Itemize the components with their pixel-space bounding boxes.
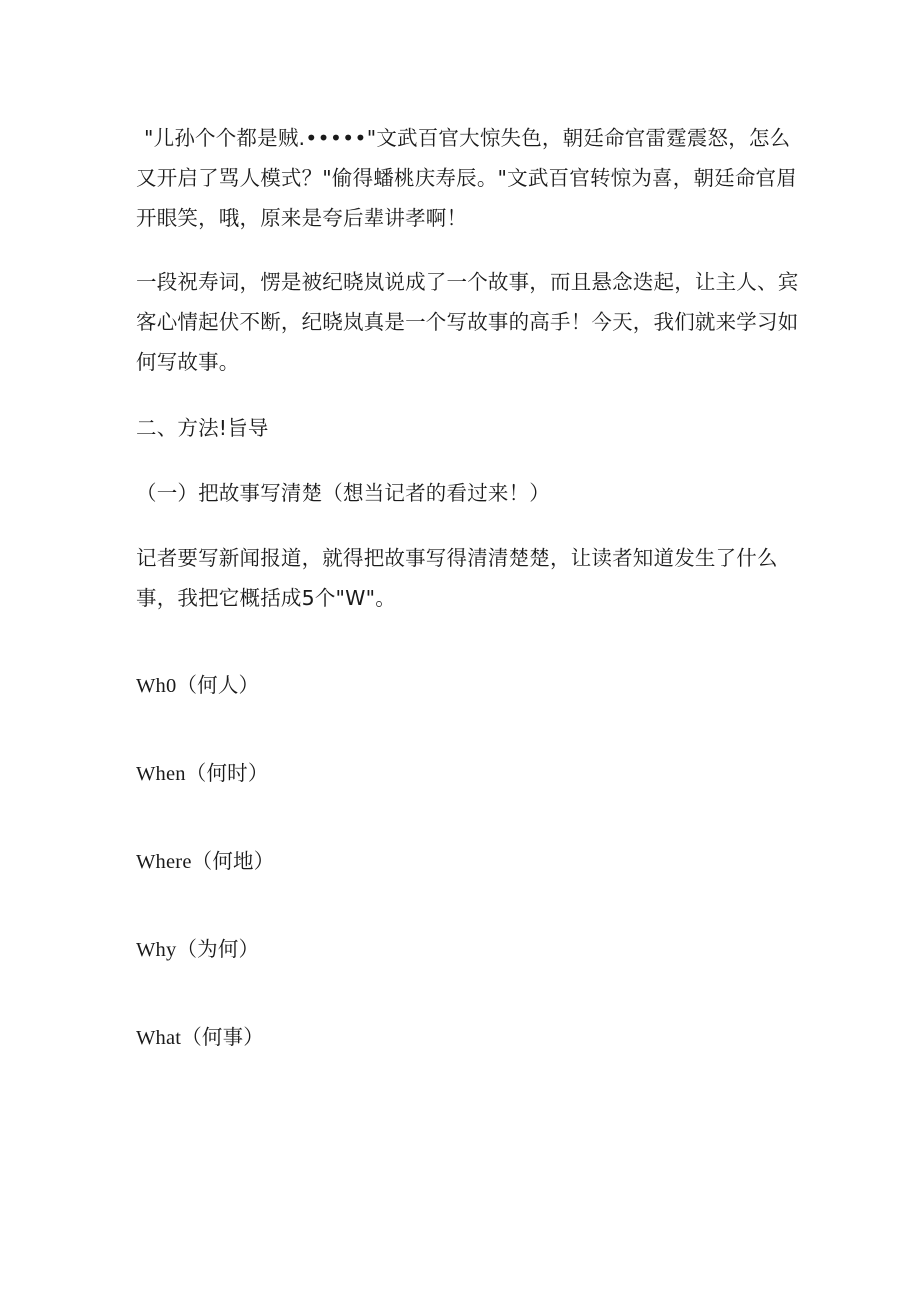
list-item-why: Why（为何） (136, 939, 260, 961)
list-item-what: What（何事） (136, 1027, 264, 1049)
paragraph-reporter-5w: 记者要写新闻报道，就得把故事写得清清楚楚，让读者知道发生了什么事，我把它概括成5个"W"。 (136, 546, 778, 610)
list-item-where: Where（何地） (136, 851, 275, 873)
document-page (136, 118, 804, 1058)
list-item-when: When（何时） (136, 763, 269, 785)
five-w-list (136, 666, 804, 1058)
paragraph-story-intro: "儿孙个个都是贼.•••••"文武百官大惊失色，朝廷命官雷霆震怒，怎么又开启了骂人模式？"偷得蟠桃庆寿辰。"文武百官转惊为喜，朝廷命官眉开眼笑，哦，原来是夸后辈讲孝啊！ (136, 126, 797, 230)
paragraph-story-summary: 一段祝寿词，愣是被纪晓岚说成了一个故事，而且悬念迭起，让主人、宾客心情起伏不断，纪晓岚真是一个写故事的高手！今天，我们就来学习如何写故事。 (136, 270, 799, 374)
subsection-heading-write-clearly: （一）把故事写清楚（想当记者的看过来！） (136, 481, 550, 505)
list-item-who: Wh0（何人） (136, 675, 260, 697)
section-heading-method: 二、方法!旨导 (136, 416, 269, 440)
